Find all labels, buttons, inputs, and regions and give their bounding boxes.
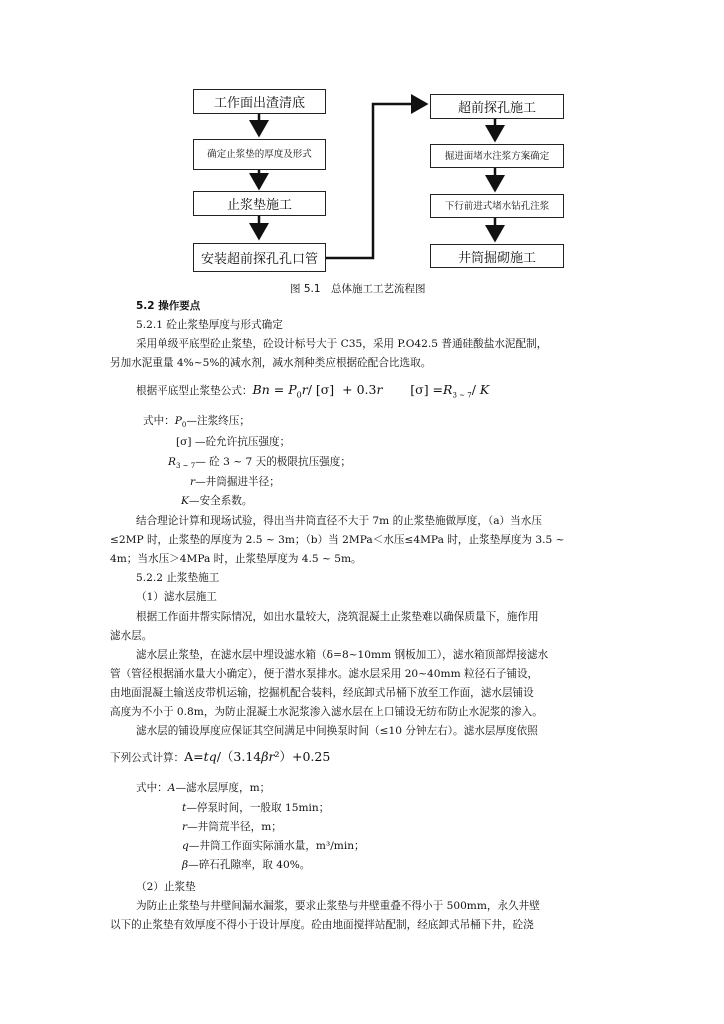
section-5-2-1-heading: 5.2.1 砼止浆垫厚度与形式确定 bbox=[136, 319, 283, 331]
definition-r2: r—井筒荒半径，m； bbox=[182, 821, 282, 833]
definition-k: K—安全系数。 bbox=[181, 495, 253, 507]
figure-caption: 图 5.1 总体施工工艺流程图 bbox=[290, 283, 426, 295]
flow-step-install-orifice-pipe: 安装超前探孔孔口管 bbox=[193, 243, 326, 272]
flow-step-advance-probe: 超前探孔施工 bbox=[430, 94, 564, 119]
paragraph-1-line-1: 采用单级平底型砼止浆垫，砼设计标号大于 C35，采用 P.O42.5 普通硅酸盐水泥配制， bbox=[136, 338, 548, 350]
definition-beta: β—碎石孔隙率，取 40%。 bbox=[182, 859, 311, 871]
paragraph-3-line-2: 滤水层。 bbox=[110, 630, 153, 642]
flow-step-clear-face: 工作面出渣清底 bbox=[193, 89, 326, 114]
flow-step-pad-construction: 止浆垫施工 bbox=[193, 191, 326, 216]
definition-t: t—停泵时间，一般取 15min； bbox=[182, 802, 330, 814]
formula-filter-thickness: 下列公式计算：A=tq/（3.14βr²）+0.25 bbox=[110, 749, 331, 764]
paragraph-6-line-1: 为防止止浆垫与井壁间漏水漏浆，要求止浆垫与井壁重叠不得小于 500mm，永久井壁 bbox=[136, 900, 540, 912]
paragraph-2-line-3: 4m；当水压＞4MPa 时，止浆垫厚度为 4.5 ~ 5m。 bbox=[110, 553, 362, 565]
paragraph-6-line-2: 以下的止浆垫有效厚度不得小于设计厚度。砼由地面搅拌站配制，经底卸式吊桶下井，砼浇 bbox=[110, 919, 534, 931]
definition-p0: 式中：$P_0—$注浆终压； bbox=[143, 415, 250, 430]
paragraph-4-line-3: 由地面混凝土输送皮带机运输，挖掘机配合装料，经底卸式吊桶下放至工作面，滤水层铺设 bbox=[110, 687, 534, 699]
flow-step-downward-drilling: 下行前进式堵水钻孔注浆 bbox=[430, 194, 564, 218]
definition-r: r—井筒掘进半径； bbox=[190, 476, 280, 488]
flow-step-grouting-plan: 掘进面堵水注浆方案确定 bbox=[430, 144, 564, 168]
paragraph-4-line-1: 滤水层止浆垫，在滤水层中埋设滤水箱（δ=8~10mm 钢板加工），滤水箱顶部焊接滤水 bbox=[136, 649, 549, 661]
subsection-filter-layer: （1）滤水层施工 bbox=[136, 591, 217, 603]
subsection-grout-pad: （2）止浆垫 bbox=[136, 881, 196, 893]
definition-q: q—井筒工作面实际涌水量，m³/min； bbox=[182, 840, 365, 852]
paragraph-3-line-1: 根据工作面井帮实际情况，如出水量较大，浇筑混凝土止浆垫难以确保质量下，施作用 bbox=[136, 611, 539, 623]
definition-sigma: [σ] —砼允许抗压强度； bbox=[176, 436, 291, 448]
section-5-2-2-heading: 5.2.2 止浆垫施工 bbox=[136, 572, 220, 584]
paragraph-2-line-1: 结合理论计算和现场试验，得出当井筒直径不大于 7m 的止浆垫施做厚度，（a）当水压 bbox=[136, 515, 542, 527]
paragraph-4-line-4: 高度为不小于 0.8m，为防止混凝土水泥浆渗入滤水层在上口铺设无纺布防止水泥浆的渗入。 bbox=[110, 706, 543, 718]
formula-pad-thickness: 根据平底型止浆垫公式：$Bn = P_0r/$ [σ] + 0.3r $[\sigma] =R_{3 \sim 7}/$ K bbox=[136, 382, 490, 400]
paragraph-4-line-2: 管（管径根据涌水量大小确定），便于潜水泵排水。滤水层采用 20~40mm 粒径石子铺设， bbox=[110, 668, 539, 680]
flow-step-determine-pad: 确定止浆垫的厚度及形式 bbox=[193, 139, 326, 170]
paragraph-5-line-1: 滤水层的铺设厚度应保证其空间满足中间换泵时间（≤10 分钟左右）。滤水层厚度依照 bbox=[136, 725, 538, 737]
definition-a: 式中：A—滤水层厚度，m； bbox=[136, 782, 271, 794]
flowchart-connectors bbox=[0, 0, 724, 280]
section-5-2-heading: 5.2 操作要点 bbox=[136, 300, 201, 312]
definition-r37: $R_{3 \sim 7}—$ 砼 3 ~ 7 天的极限抗压强度； bbox=[168, 456, 351, 471]
paragraph-1-line-2: 另加水泥重量 4%~5%的减水剂，减水剂种类应根据砼配合比选取。 bbox=[110, 357, 432, 369]
flow-step-shaft-excavation: 井筒掘砌施工 bbox=[430, 244, 564, 268]
paragraph-2-line-2: ≤2MP 时，止浆垫的厚度为 2.5 ~ 3m；（b）当 2MPa＜水压≤4MPa 时，止浆垫厚度为 3.5 ~ bbox=[110, 534, 565, 546]
